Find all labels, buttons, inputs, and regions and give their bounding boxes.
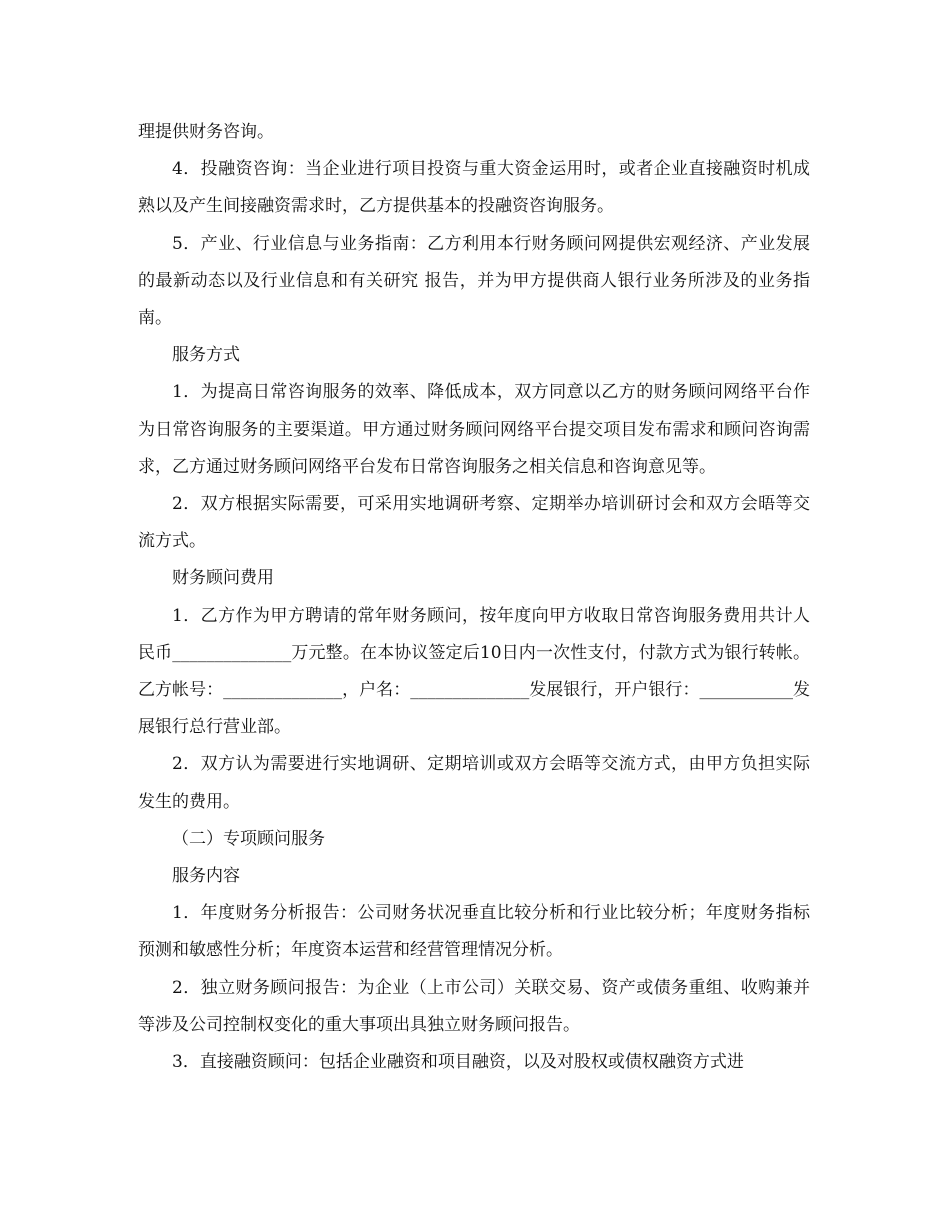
paragraph-1: 理提供财务咨询。 — [138, 122, 274, 142]
paragraph-12: 1．年度财务分析报告：公司财务状况垂直比较分析和行业比较分析；年度财务指标预测和敏感性分析；年度资本运营和经营管理情况分析。 — [138, 903, 810, 961]
paragraph-14: 3．直接融资顾问：包括企业融资和项目融资，以及对股权或债权融资方式进 — [172, 1052, 744, 1073]
section-heading-advisor-fees: 财务顾问费用 — [172, 568, 274, 589]
paragraph-13: 2．独立财务顾问报告：为企业（上市公司）关联交易、资产或债务重组、收购兼并等涉及公司控制权变化的重大事项出具独立财务顾问报告。 — [138, 977, 810, 1035]
paragraph-3: 5．产业、行业信息与业务指南：乙方利用本行财务顾问网提供宏观经济、产业发展的最新动态以及行业信息和有关研究 报告，并为甲方提供商人银行业务所涉及的业务指南。 — [138, 233, 810, 329]
section-heading-service-method: 服务方式 — [172, 345, 240, 366]
section-heading-service-content: 服务内容 — [172, 866, 240, 887]
paragraph-2: 4．投融资咨询：当企业进行项目投资与重大资金运用时，或者企业直接融资时机成熟以及产生间接融资需求时，乙方提供基本的投融资咨询服务。 — [138, 159, 810, 217]
document-page — [138, 114, 810, 1081]
paragraph-6: 2．双方根据实际需要，可采用实地调研考察、定期举办培训研讨会和双方会晤等交流方式。 — [138, 494, 810, 552]
paragraph-9: 2．双方认为需要进行实地调研、定期培训或双方会晤等交流方式，由甲方负担实际发生的费用。 — [138, 754, 810, 812]
section-heading-special-advisory: （二）专项顾问服务 — [172, 828, 325, 849]
paragraph-8: 1．乙方作为甲方聘请的常年财务顾问，按年度向甲方收取日常咨询服务费用共计人民币______________万元整。在本协议签定后10日内一次性支付，付款方式为银行转帐。乙方帐号：______________，户名：______________发展银行，开户银行：___________发展银行总行营业部。 — [138, 605, 810, 738]
paragraph-5: 1．为提高日常咨询服务的效率、降低成本，双方同意以乙方的财务顾问网络平台作为日常咨询服务的主要渠道。甲方通过财务顾问网络平台提交项目发布需求和顾问咨询需求，乙方通过财务顾问网络平台发布日常咨询服务之相关信息和咨询意见等。 — [138, 382, 810, 477]
